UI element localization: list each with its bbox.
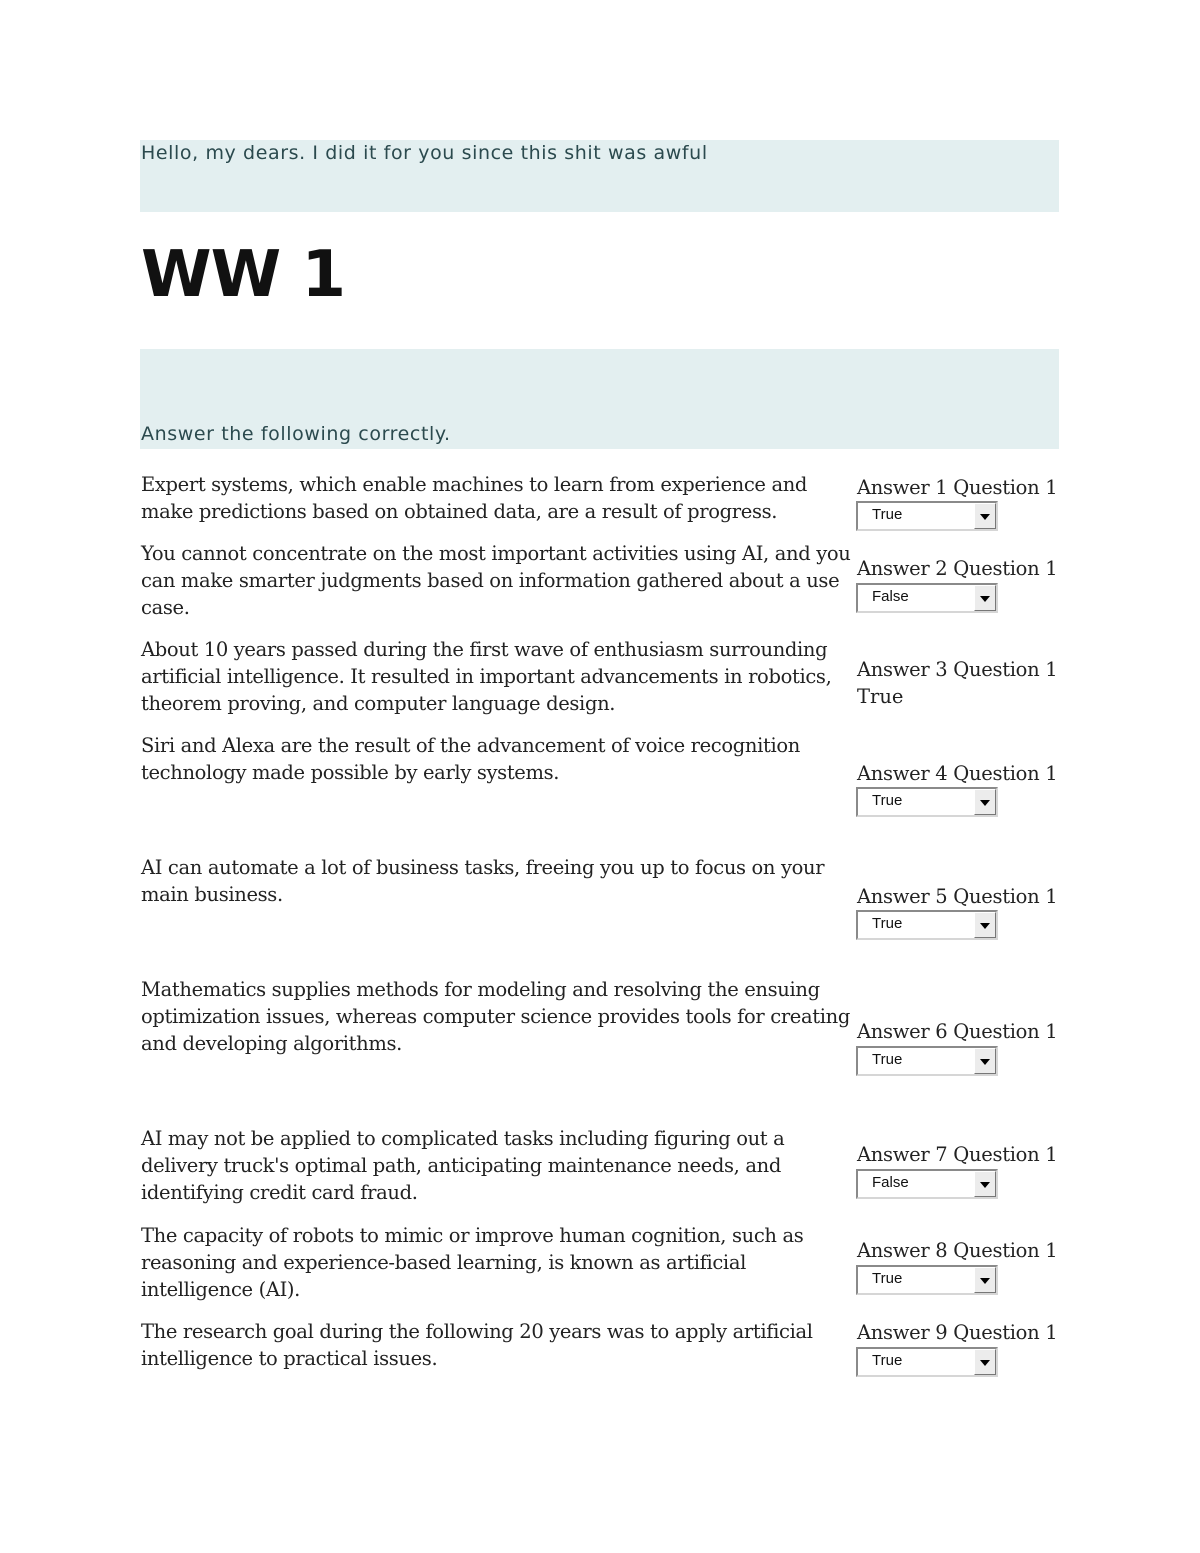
instruction-text: Answer the following correctly. <box>141 423 451 445</box>
answer-label-9: Answer 9 Question 1 <box>857 1321 1058 1344</box>
chevron-down-icon[interactable] <box>974 789 996 815</box>
question-text-1: Expert systems, which enable machines to learn from experience and make predictions based on obtained data, are a result of progress. <box>141 473 808 523</box>
answer-select-8[interactable] <box>856 1265 998 1295</box>
answer-select-value: True <box>872 1051 903 1068</box>
answer-value-3: True <box>857 685 904 708</box>
greeting-text: Hello, my dears. I did it for you since this shit was awful <box>141 142 708 164</box>
answer-select-5[interactable] <box>856 910 998 940</box>
answer-select-value: True <box>872 1270 903 1287</box>
chevron-down-icon[interactable] <box>974 585 996 611</box>
answer-label-8: Answer 8 Question 1 <box>857 1239 1058 1262</box>
page-title: WW 1 <box>141 238 345 312</box>
answer-select-2[interactable] <box>856 583 998 613</box>
answer-label-5: Answer 5 Question 1 <box>857 885 1058 908</box>
chevron-down-icon[interactable] <box>974 1267 996 1293</box>
question-text-7: AI may not be applied to complicated tasks including figuring out a delivery truck's optimal path, anticipating maintenance needs, and identifying credit card fraud. <box>141 1127 785 1204</box>
question-text-4: Siri and Alexa are the result of the advancement of voice recognition technology made possible by early systems. <box>141 734 800 784</box>
question-text-2: You cannot concentrate on the most important activities using AI, and you can make smarter judgments based on information gathered about a use case. <box>141 542 851 619</box>
answer-select-9[interactable] <box>856 1347 998 1377</box>
answer-select-value: True <box>872 792 903 809</box>
answer-label-6: Answer 6 Question 1 <box>857 1020 1058 1043</box>
answer-select-6[interactable] <box>856 1046 998 1076</box>
question-text-6: Mathematics supplies methods for modeling and resolving the ensuing optimization issues, whereas computer science provides tools for creating and developing algorithms. <box>141 978 850 1055</box>
question-text-5: AI can automate a lot of business tasks, freeing you up to focus on your main business. <box>141 856 825 906</box>
chevron-down-icon[interactable] <box>974 503 996 529</box>
answer-select-value: True <box>872 1352 903 1369</box>
answer-select-1[interactable] <box>856 501 998 531</box>
answer-select-value: False <box>872 1174 909 1191</box>
answer-label-1: Answer 1 Question 1 <box>857 476 1058 499</box>
chevron-down-icon[interactable] <box>974 1171 996 1197</box>
answer-select-4[interactable] <box>856 787 998 817</box>
question-text-9: The research goal during the following 20 years was to apply artificial intelligence to practical issues. <box>141 1320 813 1370</box>
answer-select-value: True <box>872 915 903 932</box>
chevron-down-icon[interactable] <box>974 1349 996 1375</box>
chevron-down-icon[interactable] <box>974 912 996 938</box>
answer-label-4: Answer 4 Question 1 <box>857 762 1058 785</box>
instruction-banner <box>140 349 1059 449</box>
answer-label-7: Answer 7 Question 1 <box>857 1143 1058 1166</box>
chevron-down-icon[interactable] <box>974 1048 996 1074</box>
answer-label-3: Answer 3 Question 1 <box>857 658 1058 681</box>
answer-select-value: False <box>872 588 909 605</box>
greeting-banner <box>140 140 1059 212</box>
answer-select-7[interactable] <box>856 1169 998 1199</box>
question-text-8: The capacity of robots to mimic or improve human cognition, such as reasoning and experience-based learning, is known as artificial intelligence (AI). <box>141 1224 804 1301</box>
answer-select-value: True <box>872 506 903 523</box>
question-text-3: About 10 years passed during the first wave of enthusiasm surrounding artificial intelligence. It resulted in important advancements in robotics, theorem proving, and computer language design. <box>141 638 832 715</box>
answer-label-2: Answer 2 Question 1 <box>857 557 1058 580</box>
